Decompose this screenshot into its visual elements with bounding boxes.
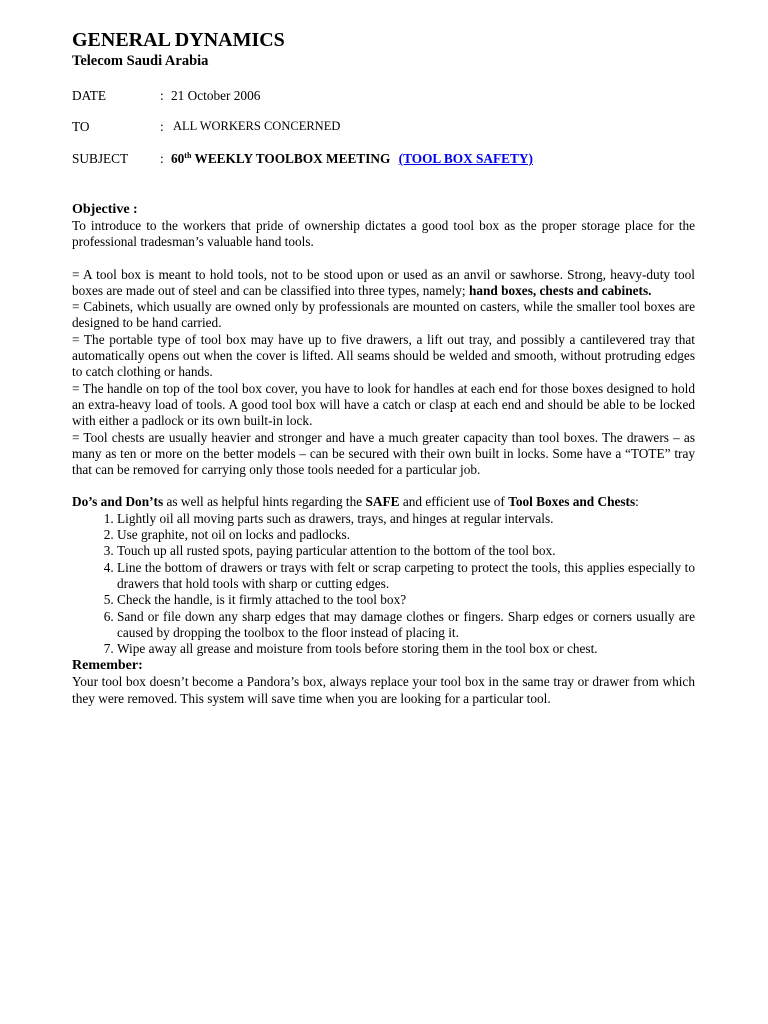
paragraph-cabinets: = Cabinets, which usually are owned only by professionals are mounted on casters, while the smaller tool boxes are designed to be hand carried. xyxy=(72,299,695,331)
memo-body xyxy=(72,201,695,707)
list-item: 4. Line the bottom of drawers or trays with felt or scrap carpeting to protect the tools, this applies especially to drawers that hold tools with sharp or cutting edges. xyxy=(117,560,695,593)
objective-heading: Objective : xyxy=(72,202,138,217)
dos-lead-mid: as well as helpful hints regarding the xyxy=(166,494,363,510)
objective-text: To introduce to the workers that pride of ownership dictates a good tool box as the proper storage place for the professional tradesman’s valuable hand tools. xyxy=(72,218,695,250)
paragraph-tool-box-types xyxy=(72,267,695,300)
dos-tools-bold: Tool Boxes and Chests xyxy=(508,494,636,510)
date-colon: : xyxy=(160,88,164,103)
remember-heading: Remember: xyxy=(72,658,143,674)
paragraph-1-bold: hand boxes, chests and cabinets. xyxy=(468,282,652,298)
to-colon: : xyxy=(160,119,164,134)
list-item: 5. Check the handle, is it firmly attached to the tool box? xyxy=(117,592,695,608)
subject-colon: : xyxy=(160,151,164,166)
date-value: 21 October 2006 xyxy=(171,88,261,103)
dos-lead-bold: Do’s and Don’ts xyxy=(72,494,164,510)
to-value: ALL WORKERS CONCERNED xyxy=(173,119,341,133)
dos-lead-mid2: and efficient use of xyxy=(402,494,505,510)
subject-link[interactable]: (TOOL BOX SAFETY) xyxy=(398,151,533,166)
dos-list xyxy=(72,511,695,658)
paragraph-tool-chests: = Tool chests are usually heavier and stronger and have a much greater capacity than tool boxes. The drawers – as many as ten or more on the better models – can be secured with their own built in locks. Some have a “TOTE” tray that can be removed for carrying only those tools needed for a particular job. xyxy=(72,429,695,478)
paragraph-portable: = The portable type of tool box may have up to five drawers, a lift out tray, and possibly a cantilevered tray that automatically opens out when the cover is lifted. All seams should be welded and smooth, without protruding edges to catch clothing or hands. xyxy=(72,331,695,380)
list-item: 6. Sand or file down any sharp edges that may damage clothes or fingers. Sharp edges or corners usually are caused by dropping the toolbox to the floor instead of placing it. xyxy=(117,609,695,642)
division-name: Telecom Saudi Arabia xyxy=(72,53,209,69)
paragraph-1-text: = A tool box is meant to hold tools, not to be stood upon or used as an anvil or sawhorse. Strong, heavy-duty tool boxes are made out of steel and can be classified into three types, namely; xyxy=(72,266,695,298)
dos-lead xyxy=(72,494,695,510)
dos-lead-end: : xyxy=(635,494,639,510)
list-item: 1. Lightly oil all moving parts such as drawers, trays, and hinges at regular intervals. xyxy=(117,511,695,527)
subject-ordinal: th xyxy=(184,151,192,160)
list-item: 2. Use graphite, not oil on locks and padlocks. xyxy=(117,527,695,543)
list-item: 7. Wipe away all grease and moisture from tools before storing them in the tool box or chest. xyxy=(117,641,695,657)
subject-text: WEEKLY TOOLBOX MEETING xyxy=(194,151,391,166)
date-label: DATE xyxy=(72,88,106,103)
list-item: 3. Touch up all rusted spots, paying particular attention to the bottom of the tool box. xyxy=(117,543,695,559)
company-name: GENERAL DYNAMICS xyxy=(72,29,285,51)
subject-label: SUBJECT xyxy=(72,151,129,166)
paragraph-handle: = The handle on top of the tool box cover, you have to look for handles at each end for those boxes designed to hold an extra-heavy load of tools. A good tool box will have a catch or clasp at each end and should be able to be locked with either a padlock or its own built-in lock. xyxy=(72,380,695,429)
subject-value xyxy=(171,150,533,167)
remember-text: Your tool box doesn’t become a Pandora’s box, always replace your tool box in the same tray or drawer from which they were removed. This system will save time when you are looking for a particular tool. xyxy=(72,674,695,706)
dos-safe: SAFE xyxy=(365,494,400,510)
subject-number: 60 xyxy=(171,151,185,166)
to-label: TO xyxy=(72,119,90,134)
